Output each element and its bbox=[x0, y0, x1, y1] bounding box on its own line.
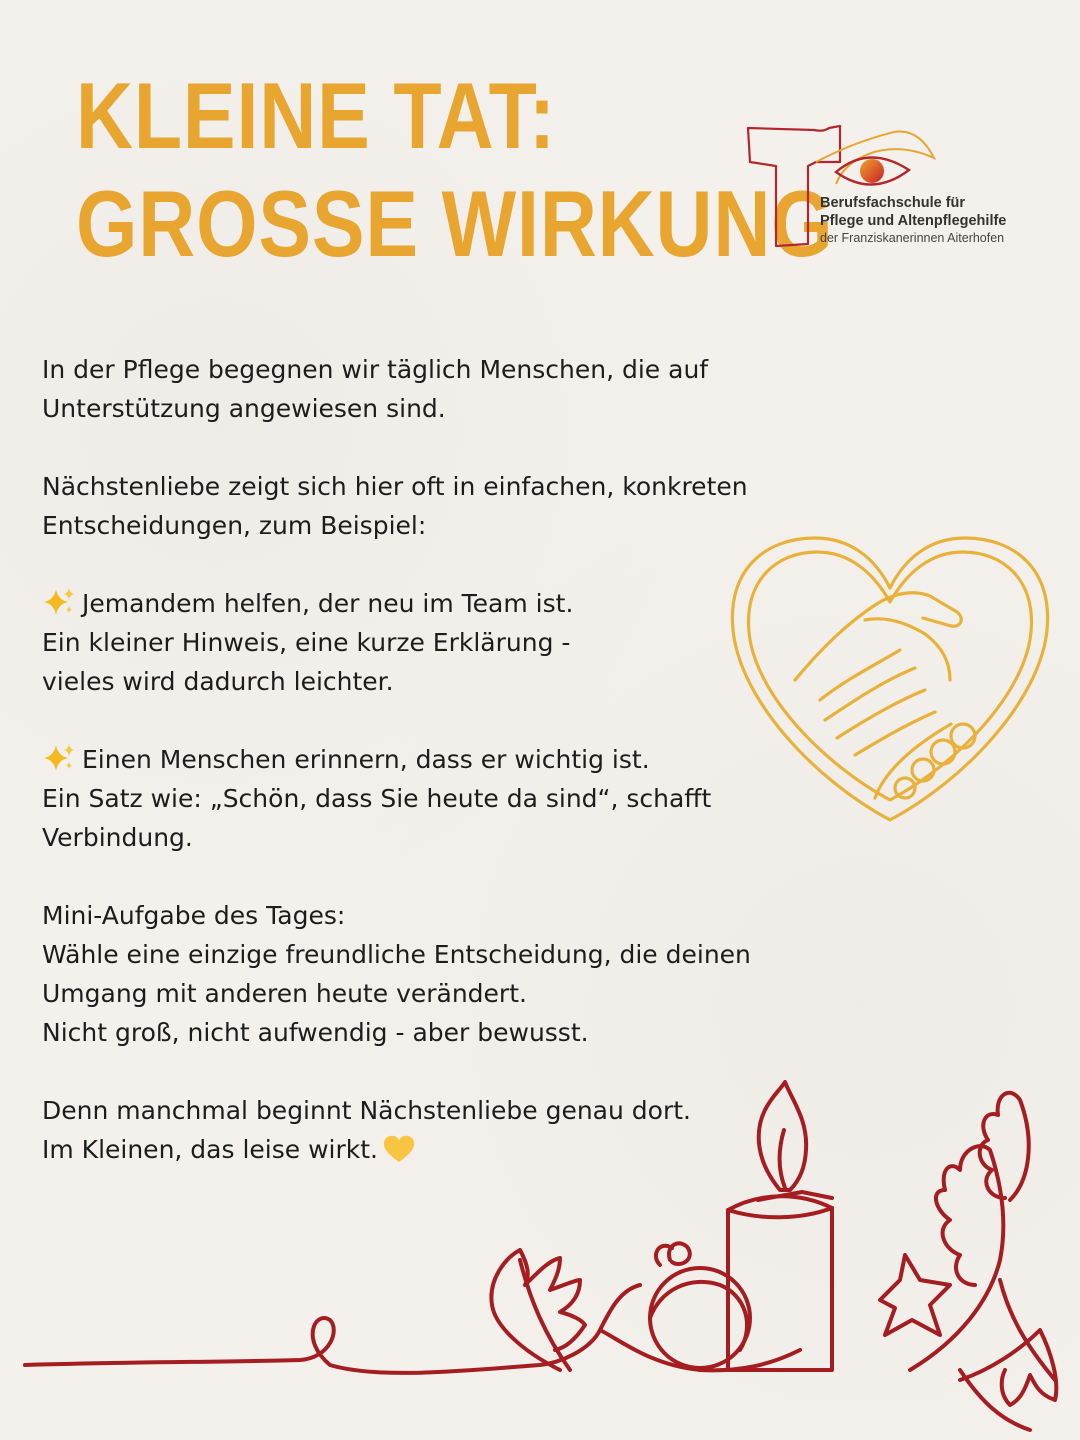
task-line: Wähle eine einzige freundliche Entscheidung, die deinen bbox=[42, 940, 751, 969]
example-1-text: Jemandem helfen, der neu im Team ist. bbox=[82, 589, 574, 618]
title-line-1: KLEINE TAT: bbox=[76, 63, 557, 168]
example-1-line bbox=[42, 584, 842, 623]
lead-paragraph bbox=[42, 467, 842, 545]
lead-line: Entscheidungen, zum Beispiel: bbox=[42, 511, 427, 540]
example-2-line: Verbindung. bbox=[42, 823, 193, 852]
example-2-line: Ein Satz wie: „Schön, dass Sie heute da sind“, schafft bbox=[42, 784, 712, 813]
sparkles-icon bbox=[42, 743, 76, 773]
closing-text: Im Kleinen, das leise wirkt. bbox=[42, 1135, 378, 1164]
logo-line-3: der Franziskanerinnen Aiterhofen bbox=[820, 231, 1005, 245]
task-paragraph bbox=[42, 896, 842, 1052]
example-1-line: vieles wird dadurch leichter. bbox=[42, 667, 394, 696]
intro-line: In der Pflege begegnen wir täglich Menschen, die auf bbox=[42, 355, 709, 384]
intro-line: Unterstützung angewiesen sind. bbox=[42, 394, 446, 423]
christmas-candle-illustration bbox=[0, 1080, 1080, 1440]
closing-line: Denn manchmal beginnt Nächstenliebe genau dort. bbox=[42, 1096, 691, 1125]
example-2-paragraph bbox=[42, 740, 842, 857]
example-1-line: Ein kleiner Hinweis, eine kurze Erklärung - bbox=[42, 628, 571, 657]
sparkles-icon bbox=[42, 587, 76, 617]
task-line: Umgang mit anderen heute verändert. bbox=[42, 979, 527, 1008]
example-1-paragraph bbox=[42, 584, 842, 701]
title-line-2: GROSSE WIRKUNG bbox=[76, 171, 834, 276]
example-2-line bbox=[42, 740, 842, 779]
task-line: Mini-Aufgabe des Tages: bbox=[42, 901, 346, 930]
logo-line-1: Berufsfachschule für bbox=[820, 195, 966, 211]
heart-handshake-icon bbox=[725, 530, 1055, 830]
task-line: Nicht groß, nicht aufwendig - aber bewusst. bbox=[42, 1018, 589, 1047]
lead-line: Nächstenliebe zeigt sich hier oft in einfachen, konkreten bbox=[42, 472, 748, 501]
school-logo bbox=[744, 122, 1044, 252]
logo-text bbox=[820, 194, 1006, 246]
page-title bbox=[76, 62, 834, 278]
example-2-text: Einen Menschen erinnern, dass er wichtig ist. bbox=[82, 745, 650, 774]
logo-line-2: Pflege und Altenpflegehilfe bbox=[820, 213, 1007, 229]
intro-paragraph bbox=[42, 350, 842, 428]
